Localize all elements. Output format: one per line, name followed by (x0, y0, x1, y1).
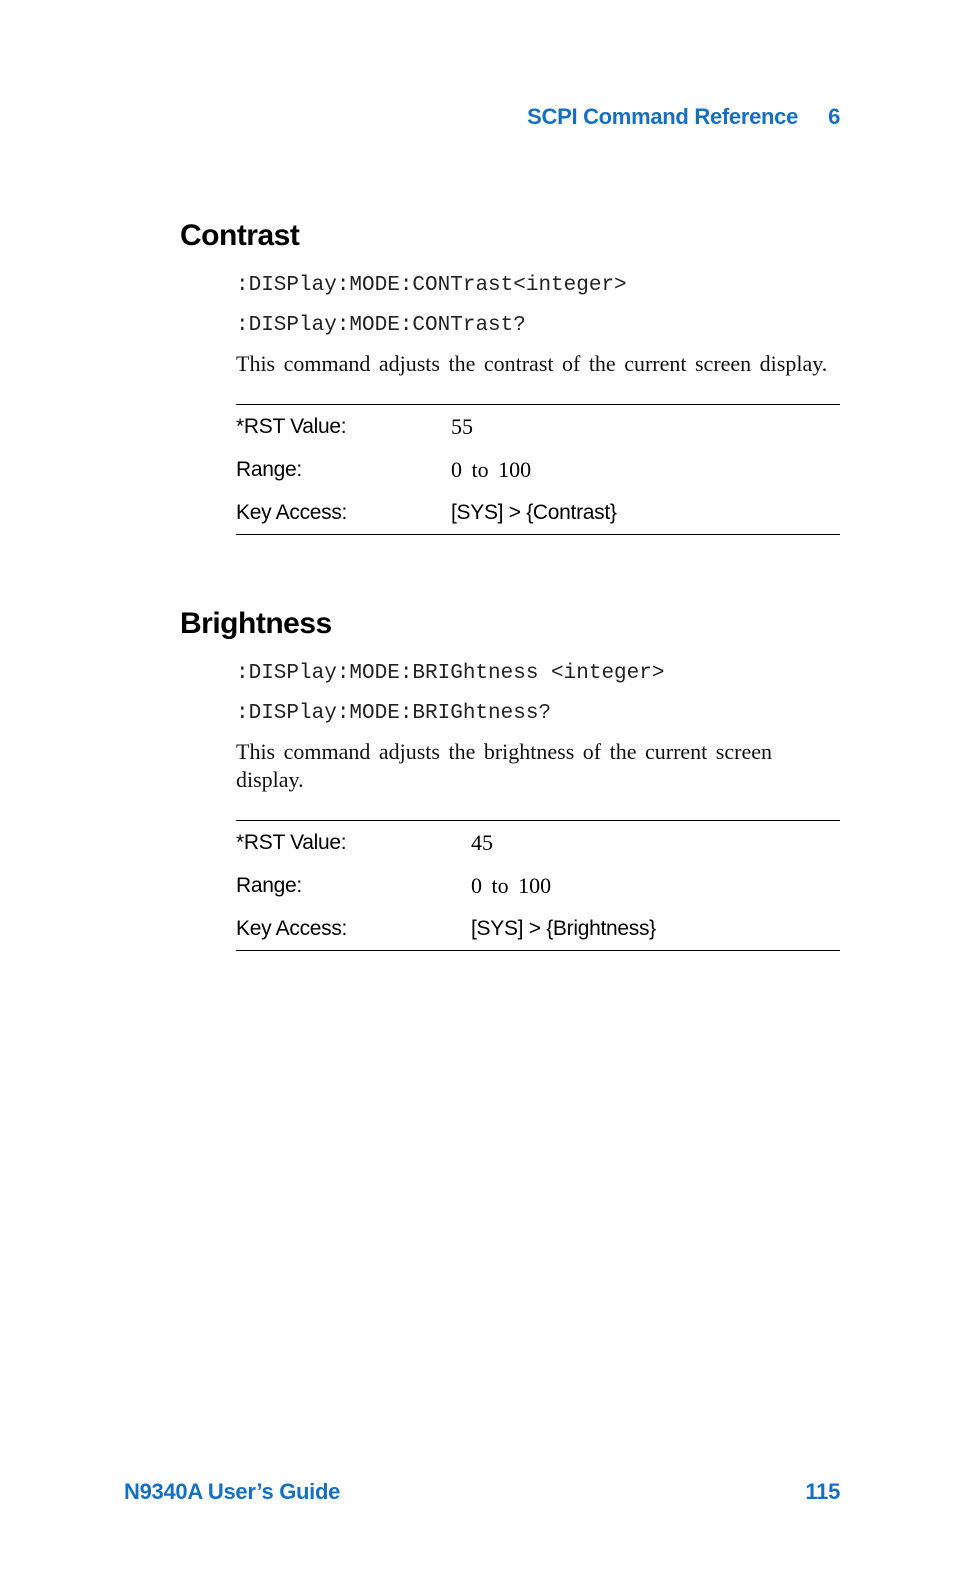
guide-title: N9340A User’s Guide (124, 1479, 341, 1504)
command-description: This command adjusts the brightness of the current screen display. (236, 739, 772, 792)
param-label: Range: (236, 873, 302, 897)
table-row (236, 491, 840, 535)
param-label: Key Access: (236, 916, 348, 940)
param-label: Key Access: (236, 500, 348, 524)
table-row (236, 864, 840, 907)
page-number: 115 (805, 1479, 840, 1504)
section-title: Brightness (180, 607, 332, 640)
section-body (236, 274, 840, 535)
command-query: :DISPlay:MODE:BRIGhtness? (236, 702, 552, 725)
parameter-table (236, 404, 840, 535)
param-value: [SYS] > {Brightness} (471, 916, 656, 940)
param-value: 55 (451, 413, 473, 439)
parameter-table (236, 820, 840, 951)
command-query: :DISPlay:MODE:CONTrast? (236, 314, 526, 337)
section-brightness (180, 606, 840, 951)
param-value: 0 to 100 (471, 872, 552, 898)
table-row (236, 405, 840, 449)
section-body (236, 662, 840, 951)
section-contrast (180, 218, 840, 535)
param-label: *RST Value: (236, 414, 347, 438)
command-set: :DISPlay:MODE:BRIGhtness <integer> (236, 662, 665, 685)
running-footer (124, 1479, 840, 1505)
chapter-title: SCPI Command Reference (527, 104, 799, 129)
param-value: 0 to 100 (451, 456, 532, 482)
table-row (236, 821, 840, 865)
command-description: This command adjusts the contrast of the current screen display. (236, 351, 828, 376)
chapter-number: 6 (828, 104, 840, 129)
command-set: :DISPlay:MODE:CONTrast<integer> (236, 274, 627, 297)
param-value: 45 (471, 829, 493, 855)
param-label: Range: (236, 457, 302, 481)
table-row (236, 907, 840, 951)
table-row (236, 448, 840, 491)
param-value: [SYS] > {Contrast} (451, 500, 617, 524)
running-header (527, 104, 840, 130)
param-label: *RST Value: (236, 830, 347, 854)
section-title: Contrast (180, 219, 300, 252)
